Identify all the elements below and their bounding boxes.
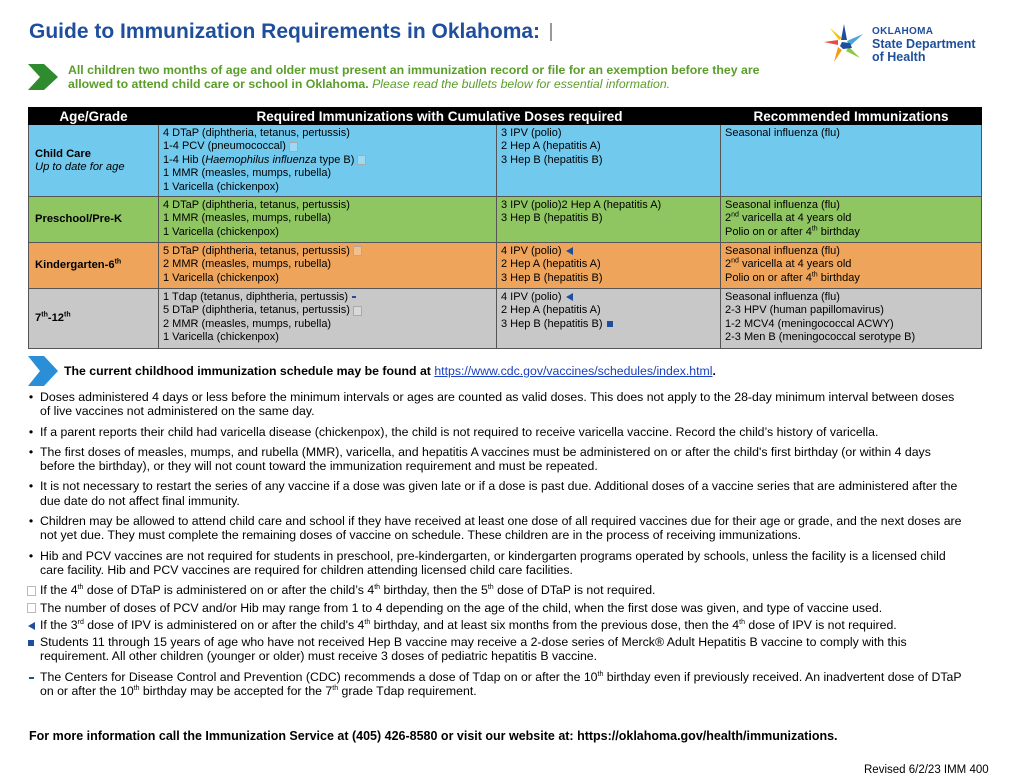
required-cell-a bbox=[159, 289, 497, 349]
bullet-icon: • bbox=[28, 479, 34, 494]
recommended-cell bbox=[721, 289, 982, 349]
ipv-footnote-triangle-icon bbox=[566, 293, 573, 301]
bullet-icon: • bbox=[28, 514, 34, 529]
grade-cell bbox=[29, 125, 159, 197]
list-item: • If a parent reports their child had varicella disease (chickenpox), the child is not required to receive varicella vaccine. Record the child’s history of varicella. bbox=[22, 425, 967, 439]
footnote-marker-icon bbox=[353, 246, 362, 256]
schedule-line: The current childhood immunization schedule may be found at https://www.cdc.gov/vaccines/schedules/index.html. bbox=[64, 364, 716, 378]
list-item: 2 Hep A (hepatitis A) bbox=[501, 140, 601, 153]
logo-line-2: State Department bbox=[872, 37, 976, 51]
list-item: 5 DTaP (diphtheria, tetanus, pertussis) bbox=[163, 304, 492, 317]
bullet-icon: • bbox=[28, 548, 34, 563]
hepb-footnote-square-icon bbox=[607, 321, 613, 327]
list-item: Polio on or after 4th birthday bbox=[725, 225, 860, 238]
grade-cell: 7th-12th bbox=[29, 289, 159, 349]
bullet-icon: • bbox=[28, 390, 34, 404]
list-item: 5 DTaP (diphtheria, tetanus, pertussis) bbox=[163, 245, 492, 258]
list-item: 4 IPV (polio) bbox=[501, 291, 716, 304]
schedule-text: The current childhood immunization schedule may be found at bbox=[64, 364, 431, 378]
title-divider bbox=[550, 23, 552, 41]
sunburst-logo-icon bbox=[820, 20, 868, 66]
footnote-dash-icon bbox=[25, 670, 37, 684]
grade-cell bbox=[29, 197, 159, 243]
intro-bold: All children two months of age and older must present an immunization record or file for an exemption before they are allowed to attend child care or school in Oklahoma. bbox=[68, 63, 760, 91]
green-chevron-icon bbox=[28, 64, 58, 90]
list-item: Seasonal influenza (flu) bbox=[725, 245, 840, 257]
footnote-tdap: The Centers for Disease Control and Prevention (CDC) recommends a dose of Tdap on or after the 10th birthday even if previously received. An inadvertent dose of DTaP on or after the 10th birthday may be accepted for the 7th grade Tdap requirement. bbox=[22, 670, 967, 699]
list-item: 1 Varicella (chickenpox) bbox=[163, 331, 279, 344]
grade-label: Child Care bbox=[35, 147, 91, 160]
list-item: 1-2 MCV4 (meningococcal ACWY) bbox=[725, 317, 894, 330]
header-age-grade: Age/Grade bbox=[29, 108, 159, 125]
required-cell-a bbox=[159, 243, 497, 289]
table-row-child-care bbox=[29, 125, 982, 197]
table-row-preschool bbox=[29, 197, 982, 243]
list-item: 3 IPV (polio)2 Hep A (hepatitis A) bbox=[501, 199, 662, 211]
list-item: 3 Hep B (hepatitis B) bbox=[501, 318, 716, 331]
table-row-kindergarten bbox=[29, 243, 982, 289]
revision-label: Revised 6/2/23 IMM 400 bbox=[864, 764, 989, 776]
list-item: Seasonal influenza (flu) bbox=[725, 127, 840, 139]
blue-chevron-icon bbox=[28, 356, 58, 386]
footnote-marker-icon bbox=[289, 142, 298, 152]
list-item: 1 Varicella (chickenpox) bbox=[163, 271, 279, 284]
footnote-square-icon bbox=[25, 635, 37, 649]
list-item: • Children may be allowed to attend child care and school if they have received at least one dose of all required vaccines due for their age or grade, and the next doses are not yet due. They must complete the remaining doses of vaccine on schedule. These children are in the process of receiving immunizations. bbox=[22, 514, 967, 543]
list-item: 2-3 HPV (human papillomavirus) bbox=[725, 304, 884, 317]
header-required: Required Immunizations with Cumulative Doses required bbox=[159, 108, 721, 125]
grade-label: 7 bbox=[35, 312, 42, 325]
list-item: Seasonal influenza (flu) bbox=[725, 199, 840, 211]
list-item: Seasonal influenza (flu) bbox=[725, 291, 840, 303]
grade-cell: Kindergarten-6th bbox=[29, 243, 159, 289]
list-item: 4 DTaP (diphtheria, tetanus, pertussis) bbox=[163, 199, 350, 211]
recommended-cell bbox=[721, 243, 982, 289]
list-item: 1-4 PCV (pneumococcal) bbox=[163, 140, 492, 153]
logo-text bbox=[872, 25, 976, 64]
footnote-box-icon bbox=[25, 583, 37, 597]
logo-line-3: of Health bbox=[872, 50, 926, 64]
grade-label: Preschool/Pre-K bbox=[35, 213, 123, 226]
logo-line-1: OKLAHOMA bbox=[872, 26, 934, 37]
list-item: 4 DTaP (diphtheria, tetanus, pertussis) bbox=[163, 127, 350, 139]
required-cell-b bbox=[497, 289, 721, 349]
list-item: Polio on or after 4th birthday bbox=[725, 271, 860, 284]
contact-info: For more information call the Immunization Service at (405) 426-8580 or visit our website at: https://oklahoma.gov/health/immunizations. bbox=[29, 729, 838, 743]
list-item: 1 MMR (measles, mumps, rubella) bbox=[163, 167, 332, 180]
list-item: 3 Hep B (hepatitis B) bbox=[501, 271, 603, 284]
bullet-icon: • bbox=[28, 444, 34, 459]
intro-italic: Please read the bullets below for essential information. bbox=[372, 77, 671, 91]
list-item: 1 MMR (measles, mumps, rubella) bbox=[163, 212, 332, 225]
list-item: 1 Tdap (tetanus, diphtheria, pertussis) bbox=[163, 291, 492, 304]
osdh-logo bbox=[820, 20, 990, 70]
list-item: 2 MMR (measles, mumps, rubella) bbox=[163, 258, 332, 271]
grade-sublabel: Up to date for age bbox=[35, 161, 125, 173]
list-item: • Hib and PCV vaccines are not required for students in preschool, pre-kindergarten, or kindergarten programs operated by schools, unless the facility is a licensed child care facility. Hib and PCV vaccines are required for children attending licensed child care facilities. bbox=[22, 549, 967, 578]
required-cell-b bbox=[497, 243, 721, 289]
requirements-table bbox=[28, 107, 982, 349]
table-header-row bbox=[29, 108, 982, 125]
list-item: 2-3 Men B (meningococcal serotype B) bbox=[725, 331, 916, 344]
footnote-marker-icon bbox=[353, 306, 362, 316]
recommended-cell bbox=[721, 125, 982, 197]
list-item: 2 MMR (measles, mumps, rubella) bbox=[163, 317, 332, 330]
list-item: • Doses administered 4 days or less before the minimum intervals or ages are counted as valid doses. This does not apply to the 28-day minimum interval between doses of live vaccines not administered on the same day. bbox=[22, 390, 967, 419]
table-row-grades-7-12 bbox=[29, 289, 982, 349]
list-item: 2nd varicella at 4 years old bbox=[725, 257, 852, 271]
footnote-hepb: Students 11 through 15 years of age who have not received Hep B vaccine may receive a 2-dose series of Merck® Adult Hepatitis B vaccine to comply with this requirement. All other children (younger or older) must receive 3 doses of pediatric hepatitis B vaccine. bbox=[22, 635, 967, 664]
footnote-triangle-icon bbox=[25, 618, 37, 632]
notes-list bbox=[22, 390, 967, 704]
required-cell-b bbox=[497, 125, 721, 197]
list-item: • The first doses of measles, mumps, and rubella (MMR), varicella, and hepatitis A vaccines must be administered on or after the child's first birthday (or within 4 days before the birthday), or they will not count toward the immunization requirement and must be repeated. bbox=[22, 445, 967, 474]
bullet-icon: • bbox=[28, 424, 34, 439]
footnote-pcv-hib: The number of doses of PCV and/or Hib may range from 1 to 4 depending on the age of the child, when the first dose was given, and type of vaccine used. bbox=[22, 601, 967, 615]
list-item: 3 Hep B (hepatitis B) bbox=[501, 212, 603, 225]
list-item: 3 Hep B (hepatitis B) bbox=[501, 153, 603, 166]
list-item: 1 Varicella (chickenpox) bbox=[163, 180, 279, 193]
list-item: 2 Hep A (hepatitis A) bbox=[501, 258, 601, 271]
footnote-ipv: If the 3rd dose of IPV is administered on or after the child's 4th birthday, and at least six months from the previous dose, then the 4th dose of IPV is not required. bbox=[22, 618, 967, 632]
list-item: • It is not necessary to restart the series of any vaccine if a dose was given late or if a dose is past due. Additional doses of a vaccine series that are administered after the due date do not affect final immunity. bbox=[22, 479, 967, 508]
cdc-schedule-link[interactable]: https://www.cdc.gov/vaccines/schedules/index.html bbox=[434, 364, 713, 378]
footnote-dtap: If the 4th dose of DTaP is administered on or after the child’s 4th birthday, then the 5th dose of DTaP is not required. bbox=[22, 583, 967, 597]
list-item: 2nd varicella at 4 years old bbox=[725, 211, 852, 225]
list-item: 2 Hep A (hepatitis A) bbox=[501, 304, 601, 317]
ipv-footnote-triangle-icon bbox=[566, 247, 573, 255]
required-cell-b bbox=[497, 197, 721, 243]
footnote-box-icon bbox=[25, 601, 37, 615]
tdap-footnote-dash-icon bbox=[352, 296, 356, 298]
footnote-marker-icon bbox=[357, 155, 366, 165]
grade-label: Kindergarten-6 bbox=[35, 259, 115, 272]
list-item: 1 Varicella (chickenpox) bbox=[163, 225, 279, 238]
list-item: 1-4 Hib (Haemophilus influenza type B) bbox=[163, 154, 492, 167]
header-recommended: Recommended Immunizations bbox=[721, 108, 982, 125]
list-item: 3 IPV (polio) bbox=[501, 127, 562, 139]
recommended-cell bbox=[721, 197, 982, 243]
required-cell-a bbox=[159, 125, 497, 197]
required-cell-a bbox=[159, 197, 497, 243]
intro-text bbox=[68, 63, 788, 91]
page-title: Guide to Immunization Requirements in Oklahoma: bbox=[29, 20, 552, 44]
list-item: 4 IPV (polio) bbox=[501, 245, 716, 258]
